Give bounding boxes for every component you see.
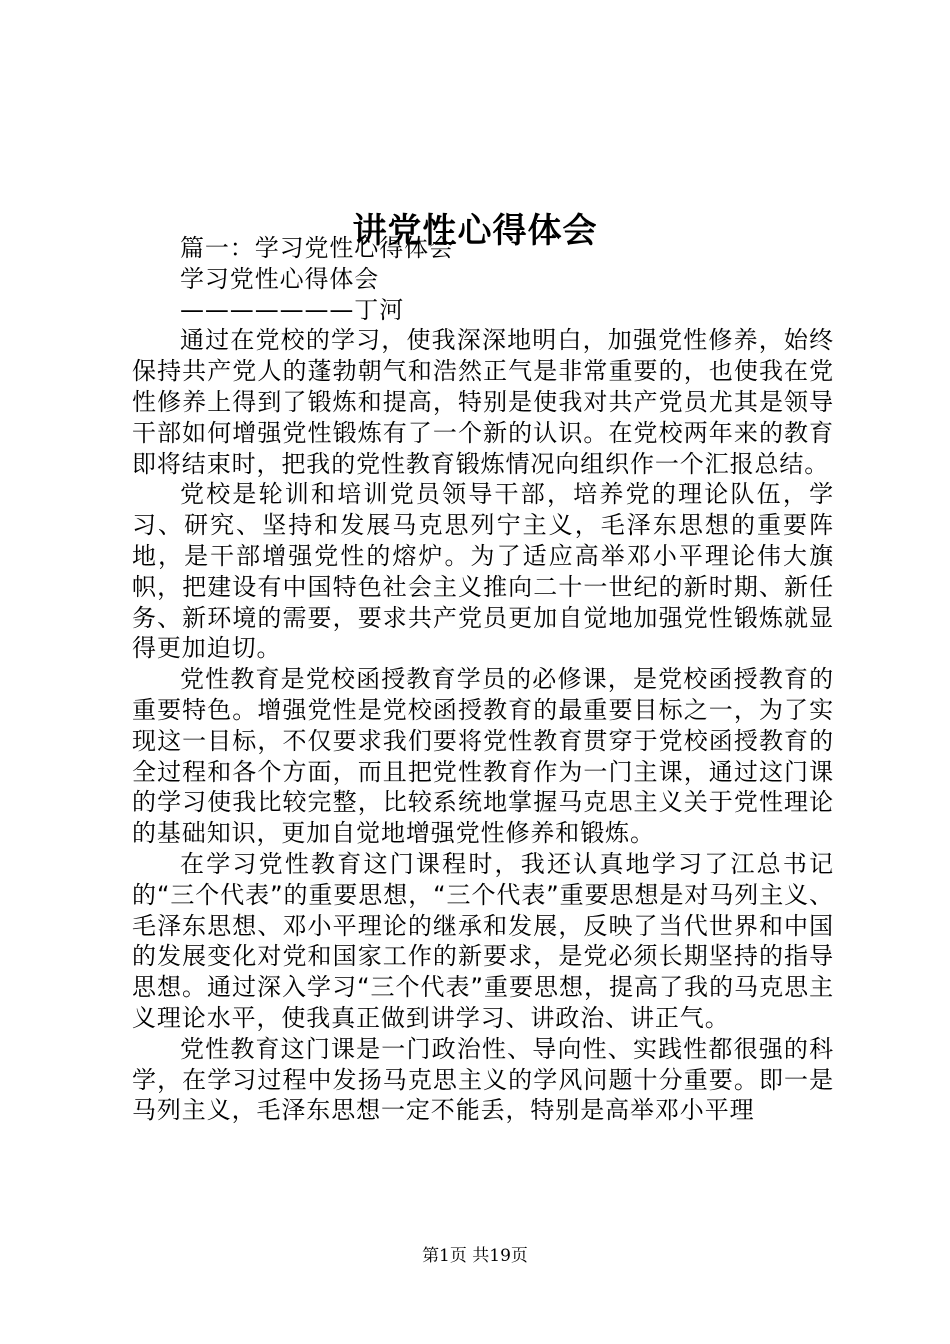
document-title: 讲党性心得体会 [352,210,598,251]
section-heading: 篇一：学习党性心得体会 [180,234,454,262]
paragraph: 党性教育这门课是一门政治性、导向性、实践性都很强的科学，在学习过程中发扬马克思主义的学风问题十分重要。即一是马列主义，毛泽东思想一定不能丢，特别是高举邓小平理 [132,1034,834,1125]
paragraph: 党性教育是党校函授教育学员的必修课，是党校函授教育的重要特色。增强党性是党校函授教育的最重要目标之一，为了实现这一目标，不仅要求我们要将党性教育贯穿于党校函授教育的全过程和各个方面，而且把党性教育作为一门主课，通过这门课的学习使我比较完整，比较系统地掌握马克思主义关于党性理论的基础知识，更加自觉地增强党性修养和锻炼。 [132,665,834,848]
page-footer: 第1页 共19页 [422,1246,528,1266]
paragraph: 党校是轮训和培训党员领导干部，培养党的理论队伍，学习、研究、坚持和发展马克思列宁主义，毛泽东思想的重要阵地，是干部增强党性的熔炉。为了适应高举邓小平理论伟大旗帜，把建设有中国特色社会主义推向二十一世纪的新时期、新任务、新环境的需要，要求共产党员更加自觉地加强党性锻炼就显得更加迫切。 [132,480,834,663]
paragraph: 在学习党性教育这门课程时，我还认真地学习了江总书记的“三个代表”的重要思想，“三个代表”重要思想是对马列主义、毛泽东思想、邓小平理论的继承和发展，反映了当代世界和中国的发展变化对党和国家工作的新要求，是党必须长期坚持的指导思想。通过深入学习“三个代表”重要思想，提高了我的马克思主义理论水平，使我真正做到讲学习、讲政治、讲正气。 [132,849,834,1032]
author-line: ———————丁河 [180,295,405,324]
document-body [132,233,834,1126]
article-title: 学习党性心得体会 [180,264,380,293]
paragraph: 通过在党校的学习，使我深深地明白，加强党性修养，始终保持共产党人的蓬勃朝气和浩然正气是非常重要的，也使我在党性修养上得到了锻炼和提高，特别是使我对共产党员尤其是领导干部如何增强党性锻炼有了一个新的认识。在党校两年来的教育即将结束时，把我的党性教育锻炼情况向组织作一个汇报总结。 [132,326,834,478]
